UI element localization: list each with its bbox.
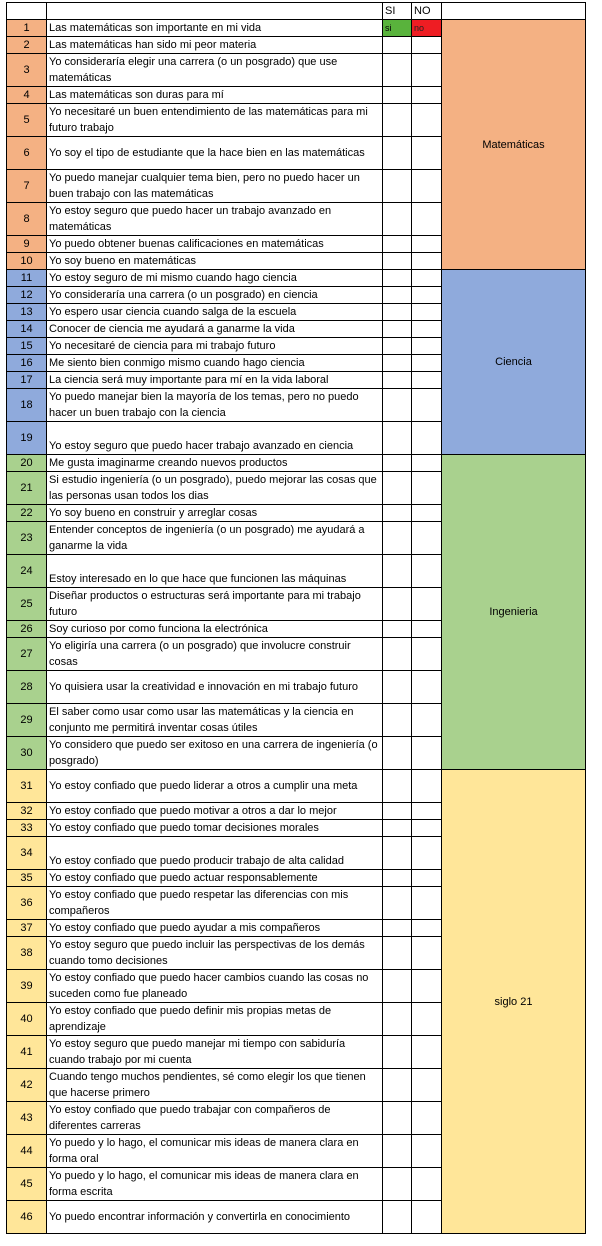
question-number: 26	[7, 621, 47, 638]
answer-si-cell[interactable]	[383, 87, 412, 104]
answer-si-cell[interactable]	[383, 588, 412, 621]
answer-si-cell[interactable]	[383, 1135, 412, 1168]
answer-no-cell[interactable]	[412, 887, 442, 920]
category-siglo21: siglo 21	[442, 770, 586, 1234]
answer-si-cell[interactable]	[383, 1003, 412, 1036]
question-number: 14	[7, 321, 47, 338]
question-text: Yo estoy confiado que puedo motivar a otros a dar lo mejor	[47, 803, 383, 820]
question-number: 3	[7, 54, 47, 87]
question-text: Yo estoy seguro que puedo hacer trabajo avanzado en ciencia	[47, 422, 383, 455]
answer-si-cell[interactable]	[383, 770, 412, 803]
question-number: 13	[7, 304, 47, 321]
answer-no-cell[interactable]	[412, 1168, 442, 1201]
answer-si-cell[interactable]	[383, 137, 412, 170]
category-ingenieria: Ingenieria	[442, 455, 586, 770]
question-number: 10	[7, 253, 47, 270]
question-text: Yo puedo y lo hago, el comunicar mis ideas de manera clara en forma escrita	[47, 1168, 383, 1201]
answer-si-cell[interactable]	[383, 737, 412, 770]
question-row	[7, 455, 586, 472]
answer-no-cell[interactable]	[412, 505, 442, 522]
question-text: Yo estoy seguro de mi mismo cuando hago ciencia	[47, 270, 383, 287]
question-text: Yo estoy confiado que puedo respetar las diferencias con mis compañeros	[47, 887, 383, 920]
question-text: Conocer de ciencia me ayudará a ganarme la vida	[47, 321, 383, 338]
answer-si-cell[interactable]	[383, 820, 412, 837]
question-text: Yo consideraría una carrera (o un posgrado) en ciencia	[47, 287, 383, 304]
question-text: Yo estoy seguro que puedo incluir las perspectivas de los demás cuando tomo decisiones	[47, 937, 383, 970]
answer-no-cell[interactable]	[412, 1003, 442, 1036]
answer-no-cell[interactable]	[412, 338, 442, 355]
answer-si-cell[interactable]	[383, 1102, 412, 1135]
question-number: 30	[7, 737, 47, 770]
question-text: Yo soy el tipo de estudiante que la hace bien en las matemáticas	[47, 137, 383, 170]
question-text: Yo estoy confiado que puedo tomar decisiones morales	[47, 820, 383, 837]
question-number: 21	[7, 472, 47, 505]
question-number: 25	[7, 588, 47, 621]
answer-no-cell[interactable]	[412, 1069, 442, 1102]
answer-si-cell[interactable]	[383, 671, 412, 704]
question-text: Yo soy bueno en construir y arreglar cosas	[47, 505, 383, 522]
question-number: 41	[7, 1036, 47, 1069]
question-number: 18	[7, 389, 47, 422]
question-number: 15	[7, 338, 47, 355]
answer-si-cell[interactable]	[383, 170, 412, 203]
question-number: 9	[7, 236, 47, 253]
answer-no-cell[interactable]	[412, 455, 442, 472]
answer-no-cell[interactable]	[412, 920, 442, 937]
question-text: Yo espero usar ciencia cuando salga de la escuela	[47, 304, 383, 321]
question-number: 6	[7, 137, 47, 170]
question-text: Yo estoy confiado que puedo actuar responsablemente	[47, 870, 383, 887]
answer-no-cell[interactable]	[412, 803, 442, 820]
question-number: 23	[7, 522, 47, 555]
example-answer-si[interactable]: si	[383, 20, 412, 37]
question-text: Yo puedo y lo hago, el comunicar mis ideas de manera clara en forma oral	[47, 1135, 383, 1168]
question-number: 39	[7, 970, 47, 1003]
answer-no-cell[interactable]	[412, 304, 442, 321]
answer-no-cell[interactable]	[412, 522, 442, 555]
question-text: Diseñar productos o estructuras será importante para mi trabajo futuro	[47, 588, 383, 621]
question-text: Yo estoy confiado que puedo definir mis propias metas de aprendizaje	[47, 1003, 383, 1036]
answer-no-cell[interactable]	[412, 704, 442, 737]
answer-no-cell[interactable]	[412, 287, 442, 304]
question-text: Yo puedo obtener buenas calificaciones en matemáticas	[47, 236, 383, 253]
question-number: 8	[7, 203, 47, 236]
answer-no-cell[interactable]	[412, 1135, 442, 1168]
question-number: 19	[7, 422, 47, 455]
question-number: 16	[7, 355, 47, 372]
question-number: 45	[7, 1168, 47, 1201]
question-number: 11	[7, 270, 47, 287]
category-matematicas: Matemáticas	[442, 20, 586, 270]
question-number: 37	[7, 920, 47, 937]
survey-table	[6, 2, 586, 1234]
answer-si-cell[interactable]	[383, 372, 412, 389]
answer-no-cell[interactable]	[412, 621, 442, 638]
answer-si-cell[interactable]	[383, 1036, 412, 1069]
answer-no-cell[interactable]	[412, 737, 442, 770]
question-number: 46	[7, 1201, 47, 1234]
question-number: 22	[7, 505, 47, 522]
answer-no-cell[interactable]	[412, 555, 442, 588]
question-text: Yo estoy seguro que puedo hacer un trabajo avanzado en matemáticas	[47, 203, 383, 236]
question-text: Soy curioso por como funciona la electrónica	[47, 621, 383, 638]
question-text: Yo necesitaré de ciencia para mi trabajo futuro	[47, 338, 383, 355]
answer-si-cell[interactable]	[383, 338, 412, 355]
answer-no-cell[interactable]	[412, 671, 442, 704]
answer-no-cell[interactable]	[412, 472, 442, 505]
answer-no-cell[interactable]	[412, 37, 442, 54]
answer-no-cell[interactable]	[412, 270, 442, 287]
answer-si-cell[interactable]	[383, 803, 412, 820]
answer-si-cell[interactable]	[383, 472, 412, 505]
question-number: 5	[7, 104, 47, 137]
question-number: 34	[7, 837, 47, 870]
category-ciencia: Ciencia	[442, 270, 586, 455]
question-text: La ciencia será muy importante para mí en la vida laboral	[47, 372, 383, 389]
question-text: Me gusta imaginarme creando nuevos productos	[47, 455, 383, 472]
answer-no-cell[interactable]	[412, 355, 442, 372]
answer-si-cell[interactable]	[383, 704, 412, 737]
question-number: 2	[7, 37, 47, 54]
question-text: Yo puedo encontrar información y convertirla en conocimiento	[47, 1201, 383, 1234]
question-number: 31	[7, 770, 47, 803]
answer-no-cell[interactable]	[412, 54, 442, 87]
question-number: 1	[7, 20, 47, 37]
answer-si-cell[interactable]	[383, 970, 412, 1003]
answer-si-cell[interactable]	[383, 837, 412, 870]
answer-no-cell[interactable]	[412, 372, 442, 389]
answer-no-cell[interactable]	[412, 770, 442, 803]
question-text: Yo soy bueno en matemáticas	[47, 253, 383, 270]
answer-si-cell[interactable]	[383, 304, 412, 321]
answer-si-cell[interactable]	[383, 505, 412, 522]
question-text: Yo estoy confiado que puedo producir trabajo de alta calidad	[47, 837, 383, 870]
answer-no-cell[interactable]	[412, 1201, 442, 1234]
answer-no-cell[interactable]	[412, 321, 442, 338]
question-row	[7, 270, 586, 287]
question-number: 43	[7, 1102, 47, 1135]
answer-no-cell[interactable]	[412, 137, 442, 170]
question-number: 32	[7, 803, 47, 820]
survey-sheet	[6, 2, 586, 1234]
question-text: Me siento bien conmigo mismo cuando hago ciencia	[47, 355, 383, 372]
answer-no-cell[interactable]	[412, 422, 442, 455]
answer-si-cell[interactable]	[383, 1201, 412, 1234]
question-row	[7, 20, 586, 37]
answer-si-cell[interactable]	[383, 870, 412, 887]
answer-no-cell[interactable]	[412, 820, 442, 837]
question-text: Yo puedo manejar cualquier tema bien, pero no puedo hacer un buen trabajo con las matemáticas	[47, 170, 383, 203]
question-text: El saber como usar como usar las matemáticas y la ciencia en conjunto me permitirá inventar cosas útiles	[47, 704, 383, 737]
answer-si-cell[interactable]	[383, 203, 412, 236]
answer-si-cell[interactable]	[383, 270, 412, 287]
answer-no-cell[interactable]	[412, 170, 442, 203]
question-text: Yo estoy confiado que puedo ayudar a mis compañeros	[47, 920, 383, 937]
question-number: 29	[7, 704, 47, 737]
answer-no-cell[interactable]	[412, 1102, 442, 1135]
question-number: 42	[7, 1069, 47, 1102]
question-number: 12	[7, 287, 47, 304]
answer-si-cell[interactable]	[383, 355, 412, 372]
question-text: Las matemáticas son importante en mi vida	[47, 20, 383, 37]
header-number-cell	[7, 3, 47, 20]
answer-si-cell[interactable]	[383, 638, 412, 671]
header-row	[7, 3, 586, 20]
question-number: 35	[7, 870, 47, 887]
question-text: Yo quisiera usar la creatividad e innovación en mi trabajo futuro	[47, 671, 383, 704]
question-text: Yo estoy confiado que puedo liderar a otros a cumplir una meta	[47, 770, 383, 803]
question-row	[7, 770, 586, 803]
question-number: 7	[7, 170, 47, 203]
answer-si-cell[interactable]	[383, 920, 412, 937]
question-number: 38	[7, 937, 47, 970]
header-question-cell	[47, 3, 383, 20]
answer-si-cell[interactable]	[383, 937, 412, 970]
answer-no-cell[interactable]	[412, 253, 442, 270]
answer-no-cell[interactable]	[412, 588, 442, 621]
question-text: Cuando tengo muchos pendientes, sé como elegir los que tienen que hacerse primero	[47, 1069, 383, 1102]
answer-si-cell[interactable]	[383, 287, 412, 304]
answer-si-cell[interactable]	[383, 422, 412, 455]
answer-no-cell[interactable]	[412, 203, 442, 236]
question-text: Yo estoy seguro que puedo manejar mi tiempo con sabiduría cuando trabajo por mi cuenta	[47, 1036, 383, 1069]
question-text: Si estudio ingeniería (o un posgrado), puedo mejorar las cosas que las personas usan todos los dias	[47, 472, 383, 505]
question-number: 36	[7, 887, 47, 920]
question-text: Yo puedo manejar bien la mayoría de los temas, pero no puedo hacer un buen trabajo con la ciencia	[47, 389, 383, 422]
header-no: NO	[412, 3, 442, 20]
question-text: Entender conceptos de ingeniería (o un posgrado) me ayudará a ganarme la vida	[47, 522, 383, 555]
answer-no-cell[interactable]	[412, 970, 442, 1003]
answer-si-cell[interactable]	[383, 522, 412, 555]
answer-no-cell[interactable]	[412, 1036, 442, 1069]
question-number: 28	[7, 671, 47, 704]
answer-si-cell[interactable]	[383, 104, 412, 137]
question-number: 4	[7, 87, 47, 104]
example-answer-no[interactable]: no	[412, 20, 442, 37]
question-text: Yo eligiría una carrera (o un posgrado) que involucre construir cosas	[47, 638, 383, 671]
question-number: 44	[7, 1135, 47, 1168]
question-number: 40	[7, 1003, 47, 1036]
question-text: Las matemáticas han sido mi peor materia	[47, 37, 383, 54]
question-number: 20	[7, 455, 47, 472]
header-category-cell	[442, 3, 586, 20]
question-text: Yo necesitaré un buen entendimiento de las matemáticas para mi futuro trabajo	[47, 104, 383, 137]
answer-si-cell[interactable]	[383, 621, 412, 638]
answer-no-cell[interactable]	[412, 638, 442, 671]
answer-no-cell[interactable]	[412, 937, 442, 970]
answer-no-cell[interactable]	[412, 870, 442, 887]
answer-si-cell[interactable]	[383, 37, 412, 54]
answer-si-cell[interactable]	[383, 236, 412, 253]
answer-si-cell[interactable]	[383, 1069, 412, 1102]
answer-no-cell[interactable]	[412, 87, 442, 104]
question-number: 24	[7, 555, 47, 588]
answer-si-cell[interactable]	[383, 887, 412, 920]
question-number: 27	[7, 638, 47, 671]
question-number: 17	[7, 372, 47, 389]
answer-no-cell[interactable]	[412, 236, 442, 253]
question-text: Yo considero que puedo ser exitoso en una carrera de ingeniería (o posgrado)	[47, 737, 383, 770]
answer-si-cell[interactable]	[383, 1168, 412, 1201]
answer-si-cell[interactable]	[383, 555, 412, 588]
answer-si-cell[interactable]	[383, 321, 412, 338]
question-text: Yo estoy confiado que puedo trabajar con compañeros de diferentes carreras	[47, 1102, 383, 1135]
answer-si-cell[interactable]	[383, 54, 412, 87]
answer-no-cell[interactable]	[412, 389, 442, 422]
header-si: SI	[383, 3, 412, 20]
question-text: Yo estoy confiado que puedo hacer cambios cuando las cosas no suceden como fue planeado	[47, 970, 383, 1003]
question-text: Estoy interesado en lo que hace que funcionen las máquinas	[47, 555, 383, 588]
question-text: Las matemáticas son duras para mí	[47, 87, 383, 104]
answer-si-cell[interactable]	[383, 455, 412, 472]
question-text: Yo consideraría elegir una carrera (o un posgrado) que use matemáticas	[47, 54, 383, 87]
answer-si-cell[interactable]	[383, 253, 412, 270]
question-number: 33	[7, 820, 47, 837]
answer-si-cell[interactable]	[383, 389, 412, 422]
answer-no-cell[interactable]	[412, 104, 442, 137]
answer-no-cell[interactable]	[412, 837, 442, 870]
